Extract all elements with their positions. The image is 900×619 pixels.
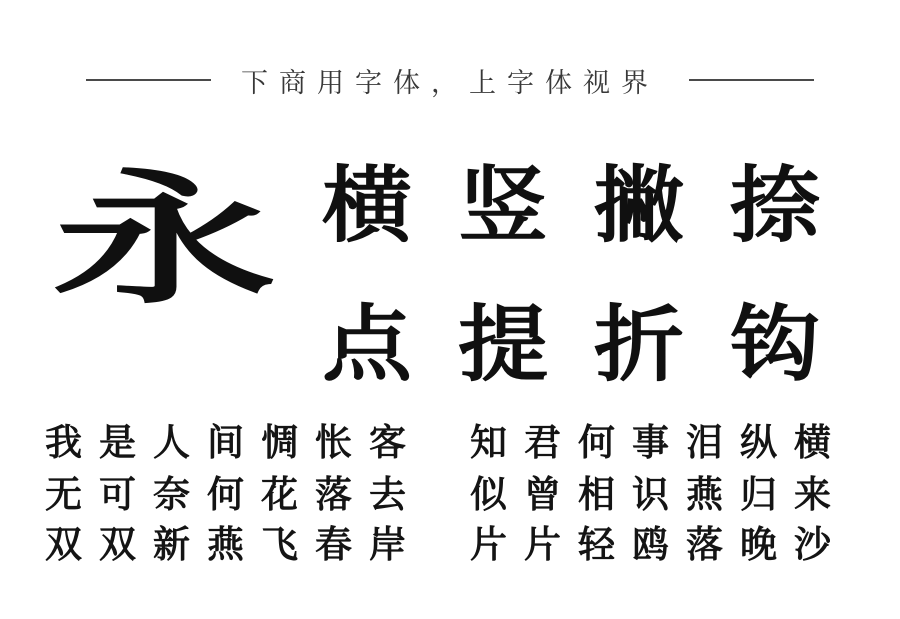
left-divider-line [86,79,211,81]
header-slogan: 下商用字体，上字体视界 [241,67,659,98]
poem-phrase-right: 知君何事泪纵横 [470,420,848,464]
poem-row [45,472,848,516]
poem-phrase-left: 无可奈何花落去 [45,472,423,516]
model-character-yong: 永 [52,155,277,325]
right-divider-line [689,79,814,81]
poem-phrase-left: 我是人间惆怅客 [45,420,423,464]
poem-phrase-right: 片片轻鸥落晚沙 [470,522,848,566]
stroke-row-dian-ti-zhe-gou: 点提折钩 [322,295,866,394]
poem-row [45,420,848,464]
stroke-row-heng-shu-pie-na: 横竖撇捺 [322,156,866,255]
poem-phrase-right: 似曾相识燕归来 [470,472,848,516]
poem-phrase-left: 双双新燕飞春岸 [45,522,423,566]
poem-row [45,522,848,566]
header [0,60,900,100]
